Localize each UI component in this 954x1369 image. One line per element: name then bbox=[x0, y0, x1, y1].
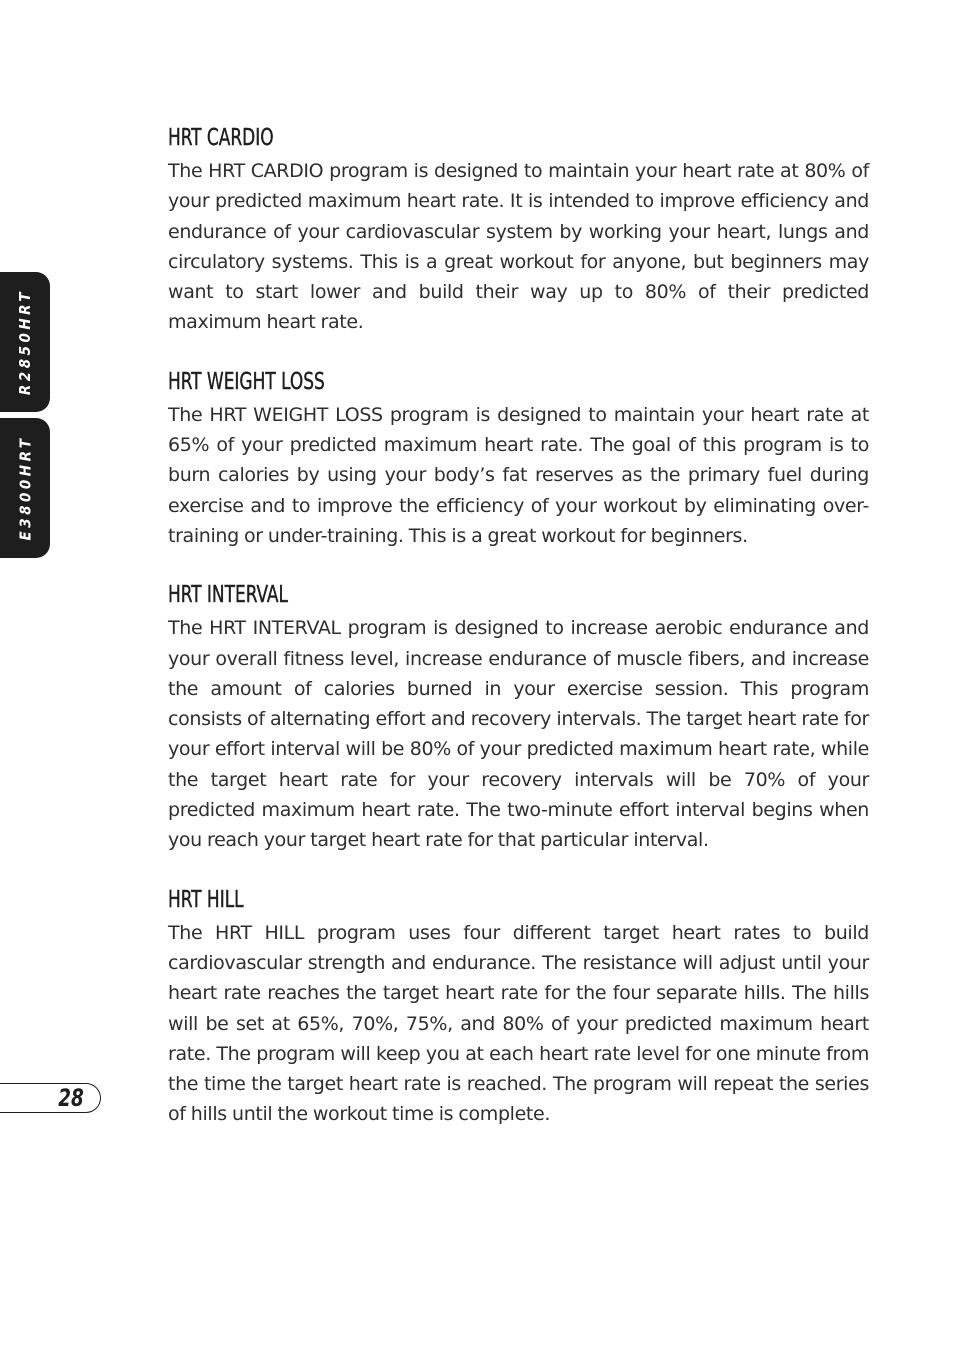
section-body: The HRT CARDIO program is designed to maintain your heart rate at 80% of your predicted maximum heart rate. It is intended to improve efficiency and endurance of your cardiovascular system by working your heart, lungs and circulatory systems. This is a great workout for anyone, but beginners may want to start lower and build their way up to 80% of their predicted maximum heart rate. bbox=[168, 160, 869, 334]
section-body: The HRT WEIGHT LOSS program is designed to maintain your heart rate at 65% of your predicted maximum heart rate. The goal of this program is to burn calories by using your body’s fat reserves as the primary fuel during exercise and to improve the efficiency of your workout by eliminating over-training or under-training. This is a great workout for beginners. bbox=[168, 403, 869, 547]
side-tab-model-e3800hrt bbox=[0, 418, 50, 558]
side-tab-label: R2850HRT bbox=[16, 288, 35, 396]
main-content bbox=[168, 124, 869, 1160]
section-hrt-hill bbox=[168, 886, 869, 1130]
section-heading: HRT CARDIO bbox=[168, 125, 274, 151]
page-number: 28 bbox=[58, 1084, 84, 1112]
page-number-tab bbox=[0, 1083, 101, 1113]
section-hrt-interval bbox=[168, 581, 869, 855]
section-body: The HRT HILL program uses four different target heart rates to build cardiovascular strength and endurance. The resistance will adjust until your heart rate reaches the target heart rate for the four separate hills. The hills will be set at 65%, 70%, 75%, and 80% of your predicted maximum heart rate. The program will keep you at each heart rate level for one minute from the time the target heart rate is reached. The program will repeat the series of hills until the workout time is complete. bbox=[168, 921, 869, 1126]
section-body: The HRT INTERVAL program is designed to increase aerobic endurance and your overall fitness level, increase endurance of muscle fibers, and increase the amount of calories burned in your exercise session. This program consists of alternating effort and recovery intervals. The target heart rate for your effort interval will be 80% of your predicted maximum heart rate, while the target heart rate for your recovery intervals will be 70% of your predicted maximum heart rate. The two-minute effort interval begins when you reach your target heart rate for that particular interval. bbox=[168, 617, 869, 852]
section-heading: HRT HILL bbox=[168, 886, 244, 913]
side-tab-label: E3800HRT bbox=[16, 435, 34, 541]
section-heading: HRT INTERVAL bbox=[168, 582, 288, 609]
section-hrt-weight-loss bbox=[168, 368, 869, 551]
section-hrt-cardio bbox=[168, 124, 869, 338]
section-heading: HRT WEIGHT LOSS bbox=[168, 368, 325, 395]
side-tab-model-r2850hrt bbox=[0, 272, 50, 412]
